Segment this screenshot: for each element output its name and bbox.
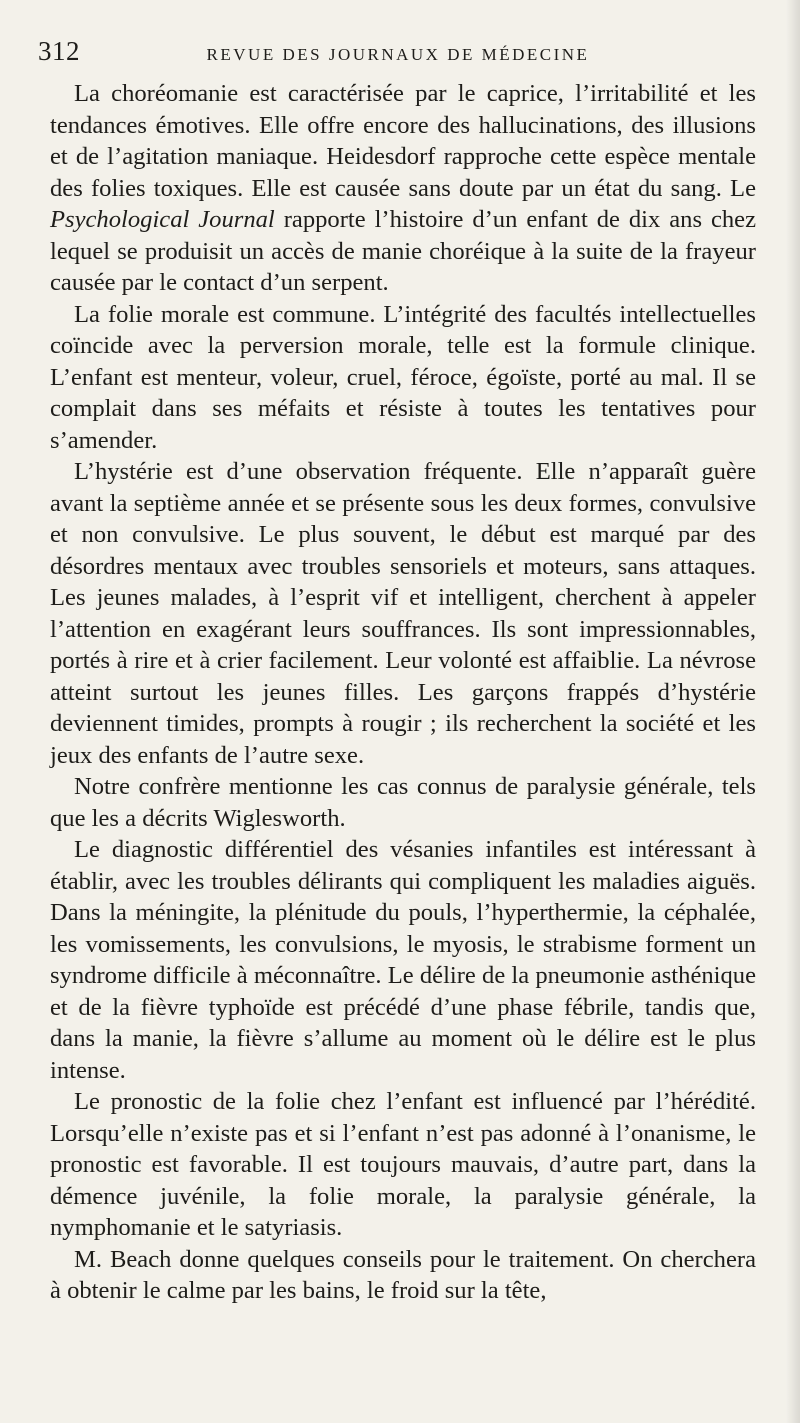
paragraph-moral-insanity: La folie morale est commune. L’intégrité des facultés intellectuelles coïncide avec la perversion morale, telle est la formule clinique. L’enfant est menteur, voleur, cruel, féroce, égoïste, porté au mal. Il se complait dans ses méfaits et résiste à toutes les tentatives pour s’amender. [50,300,756,454]
page-number: 312 [38,36,80,66]
body-text [50,78,756,1307]
paragraph-prognosis: Le pronostic de la folie chez l’enfant est influencé par l’hérédité. Lorsqu’elle n’existe pas et si l’enfant n’est pas adonné à l’onanisme, le pronostic est favorable. Il est toujours mauvais, d’autre part, dans la démence juvénile, la folie morale, la paralysie générale, la nymphomanie et le satyriasis. [50,1088,756,1241]
paragraph-choreomania [50,78,756,299]
paragraph-hysteria: L’hystérie est d’une observation fréquente. Elle n’apparaît guère avant la septième année et se présente sous les deux formes, convulsive et non convulsive. Le plus souvent, le début est marqué par des désordres mentaux avec troubles sensoriels et moteurs, sans attaques. Les jeunes malades, à l’esprit vif et intelligent, cherchent à appeler l’attention en exagérant leurs souffrances. Ils sont impressionnables, portés à rire et à crier facilement. Leur volonté est affaiblie. La névrose atteint surtout les jeunes filles. Les garçons frappés d’hystérie deviennent timides, prompts à rougir ; ils recherchent la société et les jeux des enfants de l’autre sexe. [50,458,756,769]
paragraph-treatment: M. Beach donne quelques conseils pour le traitement. On cherchera à obtenir le calme par les bains, le froid sur la tête, [50,1245,756,1304]
running-title: REVUE DES JOURNAUX DE MÉDECINE [206,45,590,64]
page-header [38,36,756,78]
paragraph-diagnosis: Le diagnostic différentiel des vésanies infantiles est intéressant à établir, avec les troubles délirants qui compliquent les maladies aiguës. Dans la méningite, la plénitude du pouls, l’hyperthermie, la céphalée, les vomissements, les convulsions, le myosis, le strabisme forment un syndrome difficile à méconnaître. Le délire de la pneumonie asthénique et de la fièvre typhoïde est précédé d’une phase fébrile, tandis que, dans la manie, la fièvre s’allume au moment où le délire est le plus intense. [50,836,756,1084]
paragraph-text: La choréomanie est caractérisée par le caprice, l’irritabilité et les tendances émotives. Elle offre encore des hallucinations, des illusions et de l’agitation maniaque. Heidesdorf rapproche cette espèce mentale des folies toxiques. Elle est causée sans doute par un état du sang. Le [50,80,756,202]
paragraph-text: rapporte l’histoire d’un enfant de dix ans chez lequel se produisit un accès de manie choréique à la suite de la frayeur causée par le contact d’un serpent. [50,206,756,296]
journal-title: Psychological Journal [50,206,275,233]
page-edge-shadow [786,0,800,1423]
paragraph-general-paralysis: Notre confrère mentionne les cas connus de paralysie générale, tels que les a décrits Wiglesworth. [50,773,756,832]
